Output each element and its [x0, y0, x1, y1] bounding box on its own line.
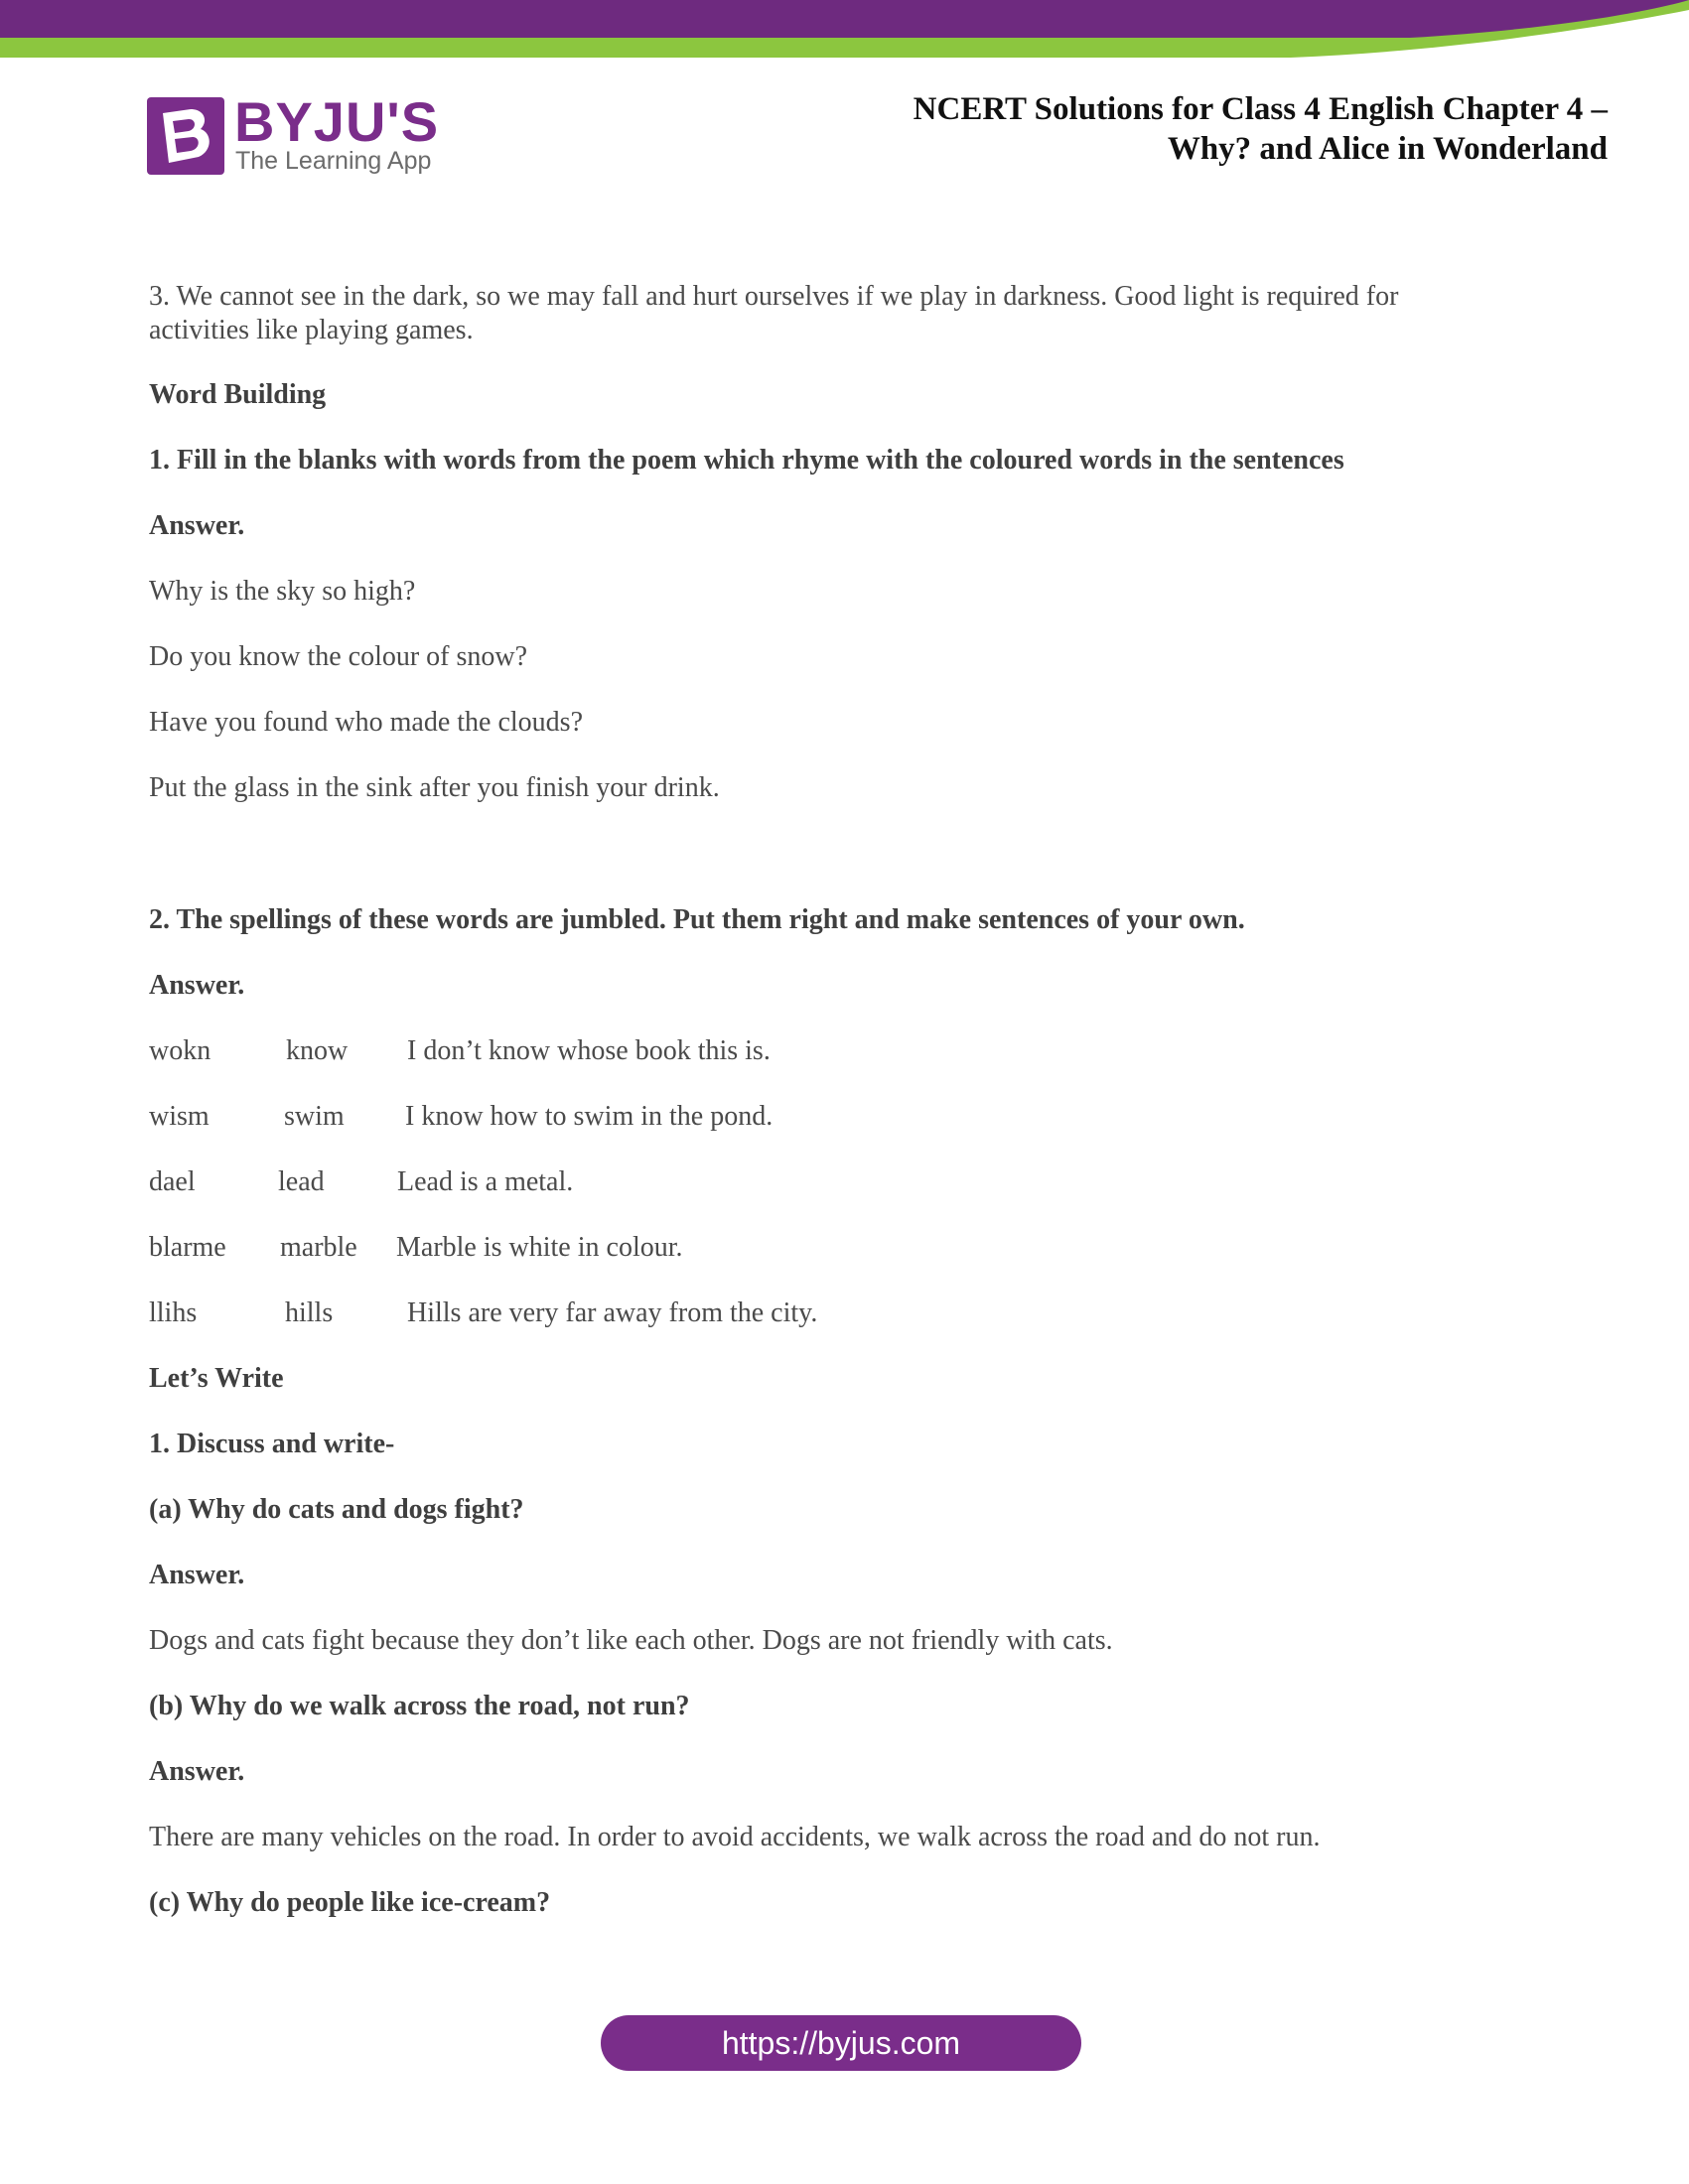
jumbled-word: llihs: [149, 1297, 198, 1328]
byjus-b-logo-icon: [147, 97, 224, 175]
title-line-2: Why? and Alice in Wonderland: [1167, 131, 1608, 167]
question-2: 2. The spellings of these words are jumbled. Put them right and make sentences of your own.: [149, 904, 1245, 935]
answer-label: Answer.: [149, 510, 245, 541]
top-color-band: [0, 0, 1689, 69]
question-a: (a) Why do cats and dogs fight?: [149, 1494, 524, 1525]
jumbled-word: dael: [149, 1166, 196, 1197]
answer-b: There are many vehicles on the road. In order to avoid accidents, we walk across the road and do not run.: [149, 1822, 1321, 1852]
document-title: [914, 89, 1608, 169]
jumbled-words-list: [149, 1034, 1460, 1330]
question-1: 1. Fill in the blanks with words from the poem which rhyme with the coloured words in the sentences: [149, 445, 1344, 476]
jumbled-word: wokn: [149, 1035, 211, 1066]
section-heading-word-building: Word Building: [149, 379, 327, 410]
brand-name: BYJU'S: [234, 90, 440, 153]
example-sentence: Lead is a metal.: [397, 1166, 574, 1197]
answer-label: Answer.: [149, 1560, 245, 1590]
rhyme-line: Why is the sky so high?: [149, 576, 416, 607]
correct-word: lead: [278, 1166, 325, 1197]
example-sentence: I don’t know whose book this is.: [407, 1035, 771, 1066]
correct-word: swim: [284, 1101, 345, 1132]
correct-word: marble: [280, 1232, 357, 1263]
jumbled-word: wism: [149, 1101, 210, 1132]
question-b: (b) Why do we walk across the road, not run?: [149, 1691, 690, 1721]
rhyme-line: Put the glass in the sink after you finish your drink.: [149, 772, 720, 803]
example-sentence: I know how to swim in the pond.: [405, 1101, 774, 1132]
jumbled-row: [149, 1165, 1460, 1199]
jumbled-row: [149, 1297, 1460, 1330]
answer-paragraph-3: 3. We cannot see in the dark, so we may fall and hurt ourselves if we play in darkness. Good light is required for activities like playing games.: [149, 281, 1399, 345]
jumbled-row: [149, 1100, 1460, 1134]
answer-a: Dogs and cats fight because they don’t like each other. Dogs are not friendly with cats.: [149, 1625, 1113, 1656]
example-sentence: Hills are very far away from the city.: [407, 1297, 818, 1328]
answer-label: Answer.: [149, 1756, 245, 1787]
brand-tagline: The Learning App: [235, 147, 432, 175]
discuss-heading: 1. Discuss and write-: [149, 1429, 395, 1459]
rhyme-line: Do you know the colour of snow?: [149, 641, 528, 672]
answer-label: Answer.: [149, 970, 245, 1001]
correct-word: know: [286, 1035, 349, 1066]
title-line-1: NCERT Solutions for Class 4 English Chapter 4 –: [913, 91, 1608, 127]
jumbled-row: [149, 1034, 1460, 1068]
document-body: [149, 280, 1460, 1920]
website-link[interactable]: https://byjus.com: [601, 2015, 1081, 2071]
correct-word: hills: [285, 1297, 334, 1328]
section-heading-lets-write: Let’s Write: [149, 1363, 284, 1394]
question-c: (c) Why do people like ice-cream?: [149, 1887, 551, 1918]
jumbled-word: blarme: [149, 1232, 226, 1263]
jumbled-row: [149, 1231, 1460, 1265]
rhyme-line: Have you found who made the clouds?: [149, 707, 583, 738]
byjus-logo: [147, 90, 445, 185]
example-sentence: Marble is white in colour.: [396, 1232, 683, 1263]
